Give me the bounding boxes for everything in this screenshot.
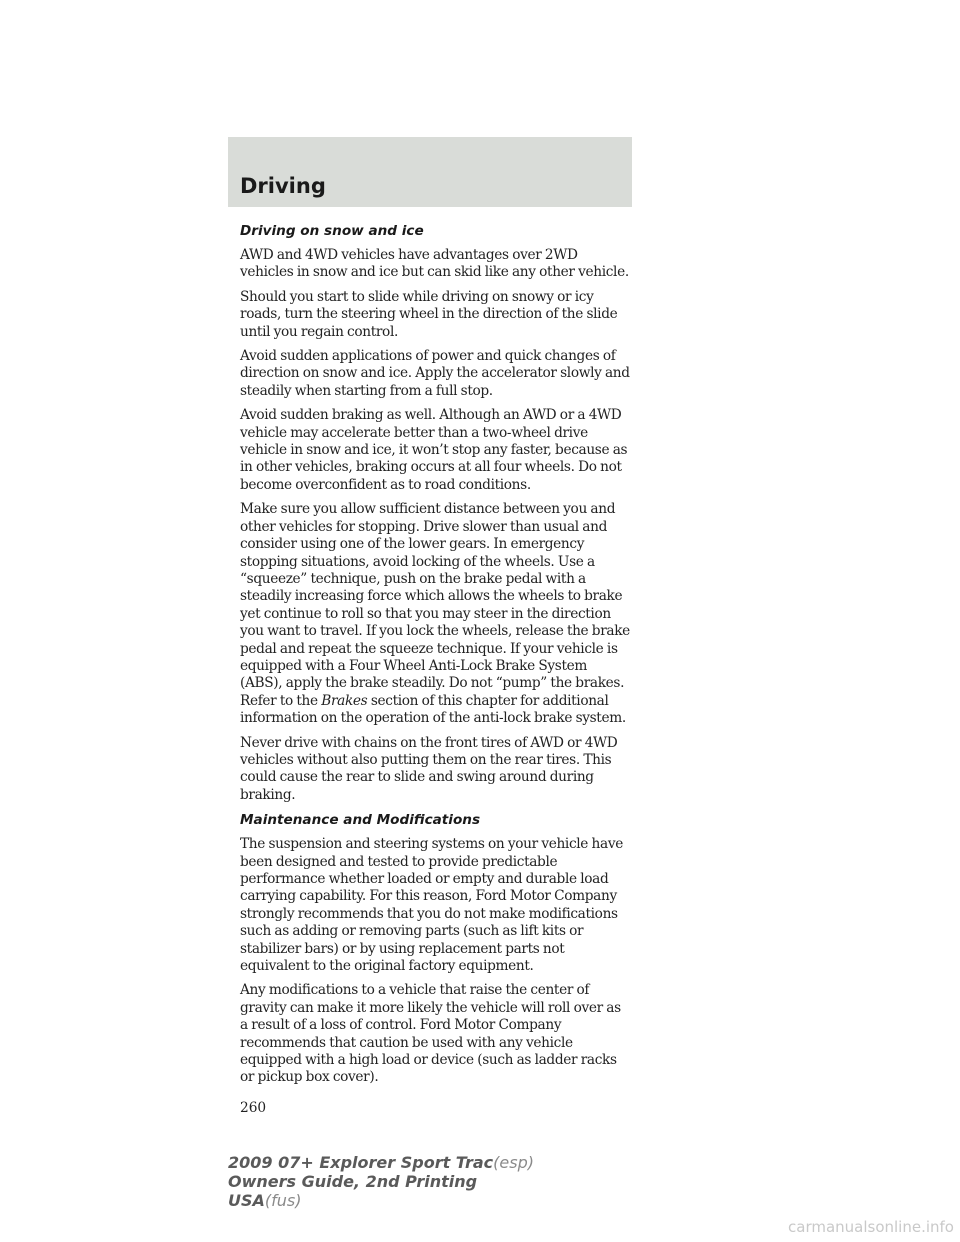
section-title: Driving — [240, 174, 326, 198]
paragraph-avoid-sudden-braking: Avoid sudden braking as well. Although an AWD or a 4WD vehicle may accelerate better than a two-wheel drive vehicle in snow and ice, it won’t stop any faster, because as in other vehicles, braking occurs at all four wheels. Do not become overconfident as to road conditions. — [240, 407, 628, 493]
footer-market: USA — [228, 1191, 265, 1210]
page-content — [240, 222, 632, 1117]
footer-market-code: (fus) — [264, 1191, 302, 1210]
paragraph-chains-warning: Never drive with chains on the front tires of AWD or 4WD vehicles without also putting them on the rear tires. This could cause the rear to slide and swing around during braking. — [240, 734, 618, 803]
paragraph-stopping-distance-text: Make sure you allow sufficient distance between you and other vehicles for stopping. Drive slower than usual and consider using one of the lower gears. In emergency stopping situations, avoid locking of the wheels. Use a “squeeze” technique, push on the brake pedal with a steadily increasing force which allows the wheels to brake yet continue to roll so that you may steer in the direction you want to travel. If you lock the wheels, release the brake pedal and repeat the squeeze technique. If your vehicle is equipped with a Four Wheel Anti-Lock Brake System (ABS), apply the brake steadily. Do not “pump” the brakes. Refer to the — [240, 501, 630, 709]
footer-guide-title: Owners Guide, 2nd Printing — [228, 1172, 478, 1191]
brakes-reference: Brakes — [321, 692, 368, 709]
paragraph-suspension-steering: The suspension and steering systems on your vehicle have been designed and tested to provide predictable performance whether loaded or empty and durable load carrying capability. For this reason, Ford Motor Company strongly recommends that you do not make modifications such as adding or removing parts (such as lift kits or stabilizer bars) or by using replacement parts not equivalent to the original factory equipment. — [240, 836, 623, 975]
footer-model: 2009 07+ Explorer Sport Trac — [228, 1153, 494, 1172]
paragraph-slide-steering: Should you start to slide while driving on snowy or icy roads, turn the steering wheel in the direction of the slide until you regain control. — [240, 288, 618, 340]
heading-maintenance-and-modifications: Maintenance and Modifications — [240, 812, 481, 829]
footer-line-model — [228, 1153, 534, 1172]
heading-driving-on-snow-and-ice: Driving on snow and ice — [240, 223, 424, 239]
footer-model-code: (esp) — [493, 1153, 534, 1172]
paragraph-center-of-gravity: Any modifications to a vehicle that raise the center of gravity can make it more likely the vehicle will roll over as a result of a loss of control. Ford Motor Company recommends that caution be used with any vehicle equipped with a high load or device (such as ladder racks or pickup box cover). — [240, 982, 621, 1086]
watermark: carmanualsonline.info — [788, 1218, 954, 1236]
footer-line-guide — [228, 1172, 534, 1191]
paragraph-stopping-distance-text-end: section of this chapter for additional information on the operation of the anti-lock brake system. — [240, 692, 626, 727]
page-number: 260 — [240, 1099, 267, 1116]
paragraph-awd-advantages: AWD and 4WD vehicles have advantages over 2WD vehicles in snow and ice but can skid like any other vehicle. — [240, 247, 629, 281]
paragraph-avoid-sudden-power: Avoid sudden applications of power and quick changes of direction on snow and ice. Apply the accelerator slowly and steadily when starting from a full stop. — [240, 348, 630, 399]
footer-line-market — [228, 1191, 534, 1210]
document-footer — [228, 1153, 534, 1210]
paragraph-stopping-distance — [240, 501, 632, 727]
